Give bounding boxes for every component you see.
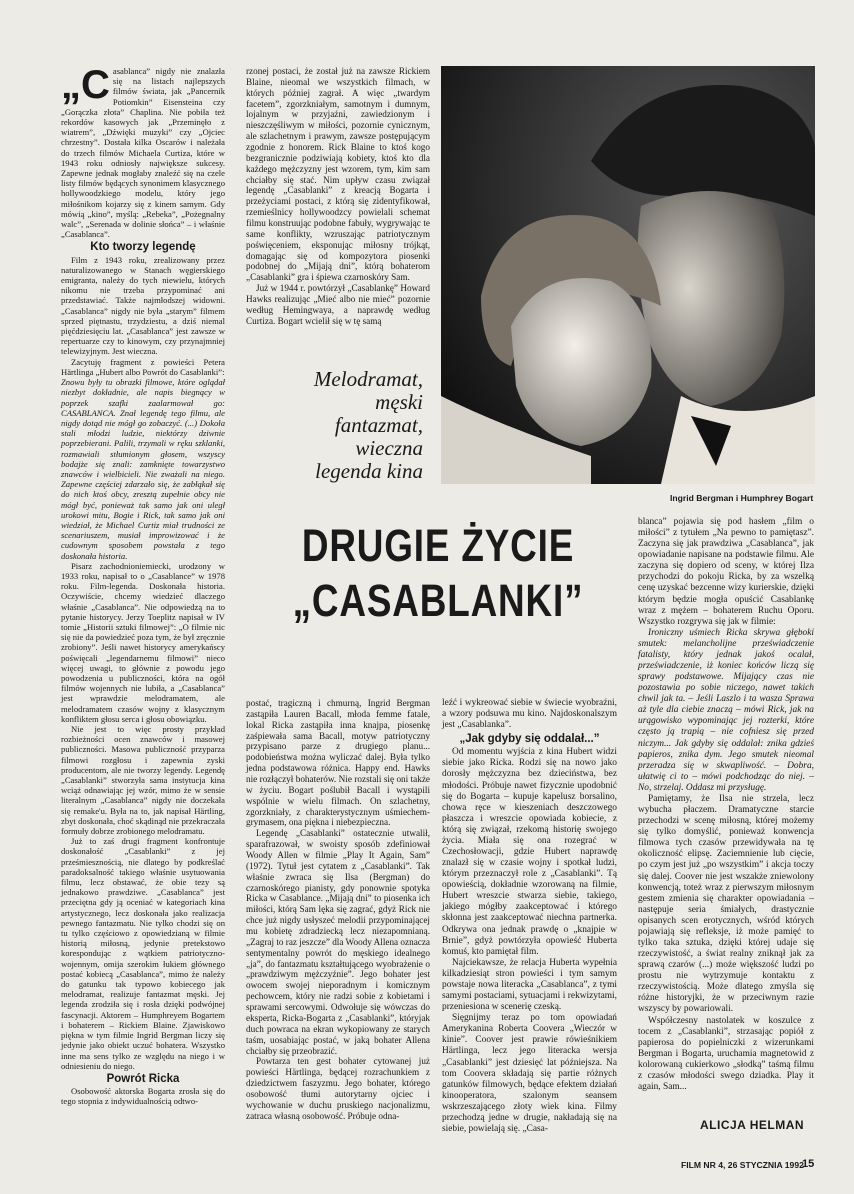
- paragraph: Już to zaś drugi fragment konfrontuje doskonałość „Casablanki” z jej prześmiesznością, nie dlatego by podkreślać paradoksalność takiego właśnie usytuowania filmu, lecz obstawać, że obie tezy są jednakowo prawdziwe. „Casablanca” jest przeciętna gdy ją oceniać w kategoriach kina artystycznego, lecz doskonała jako realizacja pewnego fantazmatu. Nie tylko chodzi się on tu tylko częściowo z opowiedzianą w filmie historią miłosną, jedynie pretekstowo korespondując z wątkiem patriotyczno-wojennym, omija szerokim łukiem głównego postać kobiecą „Casablanca”, mimo że należy do gatunku tak typowo kobiecego jak melodramat, realizuje fantazmat męski. Jej legenda zrodziła się i rosła dzięki podwójnej fascynacji. Aktorem – Humphreyem Bogartem i bohaterem – Rickiem Blaine. Zjawiskowo piękna w tym filmie Ingrid Bergman liczy się jedynie jako obiekt uczuć bohatera. Wszystko inne ma sens tylko ze względu na niego i w odniesieniu do niego.: [61, 836, 225, 1071]
- title-line: DRUGIE ŻYCIE: [301, 520, 575, 571]
- paragraph: asablanca” nigdy nie znalazła się na listach najlepszych filmów świata, jak „Pancernik Potiomkin” Eisensteina czy „Gorączka złota” Chaplina. Nie pobiła też rekordów kasowych jak „Przeminęło z wiatrem”, „Dźwięki muzyki” czy „Ojciec chrzestny”. Dostała kilka Oscarów i należała do trzech filmów Michaela Curtiza, które w 1943 roku odniosły największe sukcesy. Zapewne jednak mogłaby znaleźć się na czele listy filmów będących synonimem klasycznego hollywoodzkiego modelu, który jego miłośnikom kojarzy się z kinem samym. Gdy mówią „kino”, myślą: „Rebeka”, „Pożegnalny walc”, „Serenada w dolinie słońca” – i właśnie „Casablanca”.: [61, 66, 225, 240]
- paragraph: Pamiętamy, że Ilsa nie strzela, lecz wybucha płaczem. Dramatyczne starcie przechodzi w scenę miłosną, której możemy się tylko domyślić, ponieważ konwencja filmowa tych czasów przewidywała na tę okoliczność elipsę. Zaciemnienie lub cięcie, po czym jest już „po wszystkim” i akcja toczy się dalej. Coover nie jest wszakże zniewolony konwencją, toteż wraz z pierwszym miłosnym gestem zmienia się charakter opowiadania – następuje seria śmiałych, drastycznie opisanych scen erotycznych, wśród których pojawiają się refleksje, iż może pamięć to tylko taka sztuka, dzięki której udaje się rzeczywistość, a świat realny zniknął jak za sprawą czarów (...) może większość ludzi po prostu nie wytrzymuje kontaktu z rzeczywistością. Może dlatego zmyśla się różne historyjki, że w przeciwnym razie wszyscy by powariowali.: [638, 793, 814, 1015]
- section-heading: Kto tworzy legendę: [90, 241, 196, 254]
- section-heading: „Jak gdyby się oddalał...”: [459, 733, 600, 746]
- article-column-1: [61, 63, 225, 1107]
- paragraph: Zacytuję fragment z powieści Petera Härtlinga „Hubert albo Powrót do Casablanki”:: [61, 356, 225, 377]
- subtitle-line: fantazmat,: [334, 413, 423, 437]
- paragraph: Najciekawsze, że relacja Huberta wypełnia kilkadziesiąt stron powieści i tym samym powstaje nowa literacka „Casablanca”, z tymi samymi postaciami, sytuacjami i rekwizytami, przeniesiona w scenerię czeską.: [442, 957, 617, 1013]
- page-number: 15: [802, 1158, 815, 1170]
- subtitle-line: legenda kina: [315, 459, 423, 483]
- subtitle-line: męski: [375, 390, 423, 414]
- article-column-4: [442, 698, 617, 1135]
- subtitle-line: wieczna: [355, 436, 423, 460]
- paragraph: Film z 1943 roku, zrealizowany przez naturalizowanego w Stanach węgierskiego emigranta, należy do tych niewielu, których nikomu nie trzeba przypominać ani przedstawiać. Także najmłodszej widowni. „Casablanca” nigdy nie była „starym” filmem sprzed piętnastu, trzydziestu, a dziś niemal pięćdziesięciu lat. „Casablanca” jest zawsze w repertuarze czy to kinowym, czy przynajmniej telewizyjnym. Jest wieczna.: [61, 254, 225, 357]
- quote-paragraph: Ironiczny uśmiech Ricka skrywa głęboki smutek: melancholijne przeświadczenie fatalisty, który jednak jakoś ocalał, przeświadczenie, iż koniec końców liczą się sprawy podstawowe. Mijający czas nie pozostawia po sobie niczego, nawet takich chwil jak ta. – Jeśli Laszlo i ta wasza Sprawa aż tyle dla ciebie znaczą – mówi Rick, jak na urągowisko wypominając jej rozterki, które często ją trapią – nie cofniesz się przed niczym... Jak gdyby się oddalał: znika gdzieś papieros, znika dym. Jego smutek nieomal przeradza się w skwapliwość. – Dobra, ułatwię ci to – mówi podchodząc do niej. – No, strzelaj. Oddasz mi przysługę.: [638, 627, 814, 793]
- paragraph: Od momentu wyjścia z kina Hubert widzi siebie jako Ricka. Rodzi się na nowo jako dorosły mężczyzna bez dzieciństwa, bez młodości. Próbuje nawet fizycznie upodobnić się do Bogarta – kupuje kapelusz borsalino, chowa ręce w kieszeniach deszczowego płaszcza i wreszcie opowiada kobiecie, z którą się związał, rzekomą historię swojego życia. Miała się ona rozegrać w Czechosłowacji, gdzie Hubert naprawdę znalazł się w czasie wojny i spotkał ludzi, którym przeznaczył role z „Casablanki”. Tą opowieścią, dokładnie wzorowaną na filmie, Hubert wreszcie stwarza siebie, takiego, jakiego mógłby zaakceptować i którego skłonna jest zaakceptować niechna partnerka. Odkrywa ona jednak prawdę o „knajpie w Brnie”, gdyż powtórzyła opowieść Huberta komuś, kto pamiętał film.: [442, 747, 617, 957]
- subtitle: [265, 368, 423, 483]
- paragraph: blanca” pojawia się pod hasłem „film o miłości” z tytułem „Na pewno to pamiętasz”. Zaczyna się jak prawdziwa „Casablanca”, jak opowiadanie napisane na podstawie filmu. Ale zaczyna się dopiero od sceny, w której Ilza przychodzi do pokoju Ricka, by za wszelką cenę uzyskać bezcenne wizy kurierskie, dzięki którym będzie mogła opuścić Casablankę wraz z mężem – bohaterem Ruchu Oporu. Wszystko rozgrywa się jak w filmie:: [638, 517, 814, 627]
- paragraph: rzonej postaci, że został już na zawsze Rickiem Blaine, nieomal we wszystkich filmach, w których później zagrał. A więc „twardym facetem”, zgorzkniałym, samotnym i dumnym, lojalnym w przyjaźni, zawiedzionym i nieszczęśliwym w miłości, pozornie cynicznym, ale szlachetnym i prawym, zawsze postępującym zgodnie z honorem. Rick Blaine to ktoś kogo bezgranicznie podziwiają kobiety, ktoś kto dla każdego mężczyzny jest wzorem, tym, kim sam chciałby się stać. Nim upływ czasu związał legendę „Casablanki” z kreacją Bogarta i przeżyciami postaci, z którą się zidentyfikował, rzemieślnicy hollywoodzcy powielali schemat filmu konstruując podobne fabuły, wygrywając te same konflikty, wzruszając patriotycznym poświęceniem, eksponując miłosny trójkąt, domagając się od kompozytora piosenki podobnej do „Mijają dni”, którą bohaterom „Casablanki” gra i śpiewa czarnoskóry Sam.: [246, 66, 430, 283]
- paragraph: Osobowość aktorska Bogarta zrosła się do tego stopnia z indywidualnością odtwo-: [61, 1086, 225, 1107]
- drop-cap: „C: [61, 63, 110, 107]
- photo-illustration: [441, 66, 815, 484]
- paragraph: Współczesny nastolatek w koszulce z tocem z „Casablanki”, strzasając popiół z papierosa do popielniczki z wizerunkami Bergman i Bogarta, uruchamia magnetowid z kolorowaną cukierkowo „słodką” taśmą filmu z czasów młodości swego dziadka. Play it again, Sam...: [638, 1015, 814, 1092]
- paragraph: postać, tragiczną i chmurną, Ingrid Bergman zastąpiła Lauren Bacall, młoda femme fatale, lokal Ricka zastąpiła inna knajpa, piosenkę zaśpiewała sama Bacall, motyw patriotyczny przypisano parze z drugiego planu... podobieństwa można wyliczać dalej. Była tylko jedna podstawowa różnica. Happy end. Hawks nie rozłączył bohaterów. Nie rozstali się oni także w życiu. Bogart poślubił Bacall i wystąpili wspólnie w wielu filmach. On szlachetny, zgorzkniały, z charakterystycznym uśmiechem-grymasem, ona piękna i niebezpieczna.: [246, 698, 430, 828]
- paragraph: Powtarza ten gest bohater cytowanej już powieści Härtlinga, będącej rozrachunkiem z dziedzictwem faszyzmu. Jego bohater, którego osobowość tłumi autorytarny ojciec i wychowanie w duchu pruskiego nacjonalizmu, zatraca własną osobowość. Próbuje odna-: [246, 1056, 430, 1121]
- article-title: [282, 518, 594, 628]
- paragraph: leźć i wykreować siebie w świecie wyobraźni, a wzory podsuwa mu kino. Najdoskonalszym jest „Casablanka”.: [442, 698, 617, 731]
- paragraph: Już w 1944 r. powtórzył „Casablankę” Howard Hawks realizując „Mieć albo nie mieć” pozornie według Hemingwaya, a naprawdę według Curtiza. Bogart wcielił się w tę samą: [246, 283, 430, 326]
- issue-folio: FILM NR 4, 26 STYCZNIA 1992: [681, 1160, 804, 1170]
- paragraph: Nie jest to więc prosty przykład rozbieżności ocen znawców i masowej publiczności. Masowa publiczność przyparza filmowi rozgłosu i zapewnia zyski producentom, ale nie tworzy legendy. Legendę „Casablanki” stworzyła sama instytucja kina wciąż odnawiając jej wzór, mimo że w sensie literalnym „Casablanca” nigdy nie doczekała się remake'u. Była na to, jak napisał Härtling, zbyt doskonała, choć skądinąd nie przekraczała formuły dobrze zrobionego melodramatu.: [61, 724, 225, 837]
- article-column-3: [246, 698, 430, 1122]
- film-still-photo: [441, 66, 815, 484]
- photo-caption: Ingrid Bergman i Humphrey Bogart: [670, 493, 814, 503]
- subtitle-line: Melodramat,: [313, 367, 423, 391]
- author-name: ALICJA HELMAN: [700, 1118, 805, 1132]
- paragraph: Legendę „Casablanki” ostatecznie utwalił, sparafrazował, w swoisty sposób zdefiniował Woody Allen w filmie „Play It Again, Sam” (1972). Tytuł jest cytatem z „Casablanki”. Tak właśnie zwraca się Ilsa (Bergman) do czarnoskórego pianisty, gdy ponownie spotyka Ricka w Casablance. „Mijają dni” to piosenka ich miłości, którą Sam lęka się zagrać, gdyż Rick nie chce już nigdy usłyszeć melodii przypominającej mu kobietę zdradziecką lecz niezapomnianą. „Zagraj to raz jeszcze” dla Woody Allena oznacza sentymentalny powrót do męskiego idealnego „ja”, do fantazmatu kształtującego wyobrażenie o „prawdziwym mężczyźnie”. Jego bohater jest owocem swojej nieporadnym i komicznym pechowcem, który nie radzi sobie z kobietami i sprawami sercowymi. Odwołuje się wówczas do eksperta, Ricka-Bogarta z „Casablanki”, któryjak duch powraca na ekran wykopiowany ze starych taśm, uosabiając postać, w jaką bohater Allena chciałby się przeobrazić.: [246, 828, 431, 1056]
- article-column-2: [246, 66, 430, 327]
- quote-paragraph: Znowu były tu obrazki filmowe, które oglądał niezbyt dokładnie, ale napis biegnący w poprzek szafki zaalarmował go: CASABLANCA. Znał legendę tego filmu, ale nigdy dotąd nie mógł go zobaczyć. (...) Dokoła stali młodzi ludzie, niektórzy dziwnie poprzebierani. Palili, trzymali w ręku szklanki, rozmawiali stłumionym głosem, wszyscy bodajże się znali: zamknięte towarzystwo znawców i wielbicieli. Nie zważali na niego. Zapewne częściej zdarzało się, że zabłąkał się do nich ktoś obcy, zresztą zupełnie obcy nie mógł być, ponieważ tak samo jak oni uległ urokowi mitu, Bogie i Rick, tak samo jak oni wiedział, że Michael Curtiz miał trudności ze scenariuszem, musiał improwizować i że cudownym sposobem powstała z tego doskonała historia.: [61, 377, 225, 561]
- paragraph: Pisarz zachodnioniemiecki, urodzony w 1933 roku, napisał to o „Casablance” w 1978 roku. Film-legenda. Doskonała historia. Oczywiście, chcemy wiedzieć dlaczego właśnie „Casablanca”. Nie odpowiedzą na to pytanie historycy. Jerzy Toeplitz napisał w IV tomie „Historii sztuki filmowej”: „O filmie nic się nie da powiedzieć poza tym, że był zręcznie zrobiony”. Jeśli nawet historycy amerykańscy poświęcali „legendarnemu filmowi” nieco więcej uwagi, to głównie z powodu jego powodzenia u publiczności, która na ogół filmów wojennych nie lubiła, a „Casablanca” jest wprawdzie melodramatem, ale melodramatem czasów wojny z klasycznym konfliktem głosu serca i głosu obowiązku.: [61, 560, 225, 724]
- title-line: „CASABLANKI”: [292, 575, 584, 626]
- article-column-5: [638, 517, 814, 1093]
- section-heading: Powrót Ricka: [106, 1072, 180, 1085]
- paragraph: Sięgnijmy teraz po tom opowiadań Amerykanina Roberta Coovera „Wieczór w kinie”. Coover jest prawie rówieśnikiem Härtlinga, lecz jego literacka wersja „Casablanki” jest dziesięć lat późniejsza. Na tom Coovera składają się partie różnych gatunków filmowych, będące efektem działań kinooperatora, szalonym seansem wskrzeszającego złoty wiek kina. Filmy przechodzą jedne w drugie, nakładają się na siebie, powielają się. „Casa-: [442, 1013, 617, 1134]
